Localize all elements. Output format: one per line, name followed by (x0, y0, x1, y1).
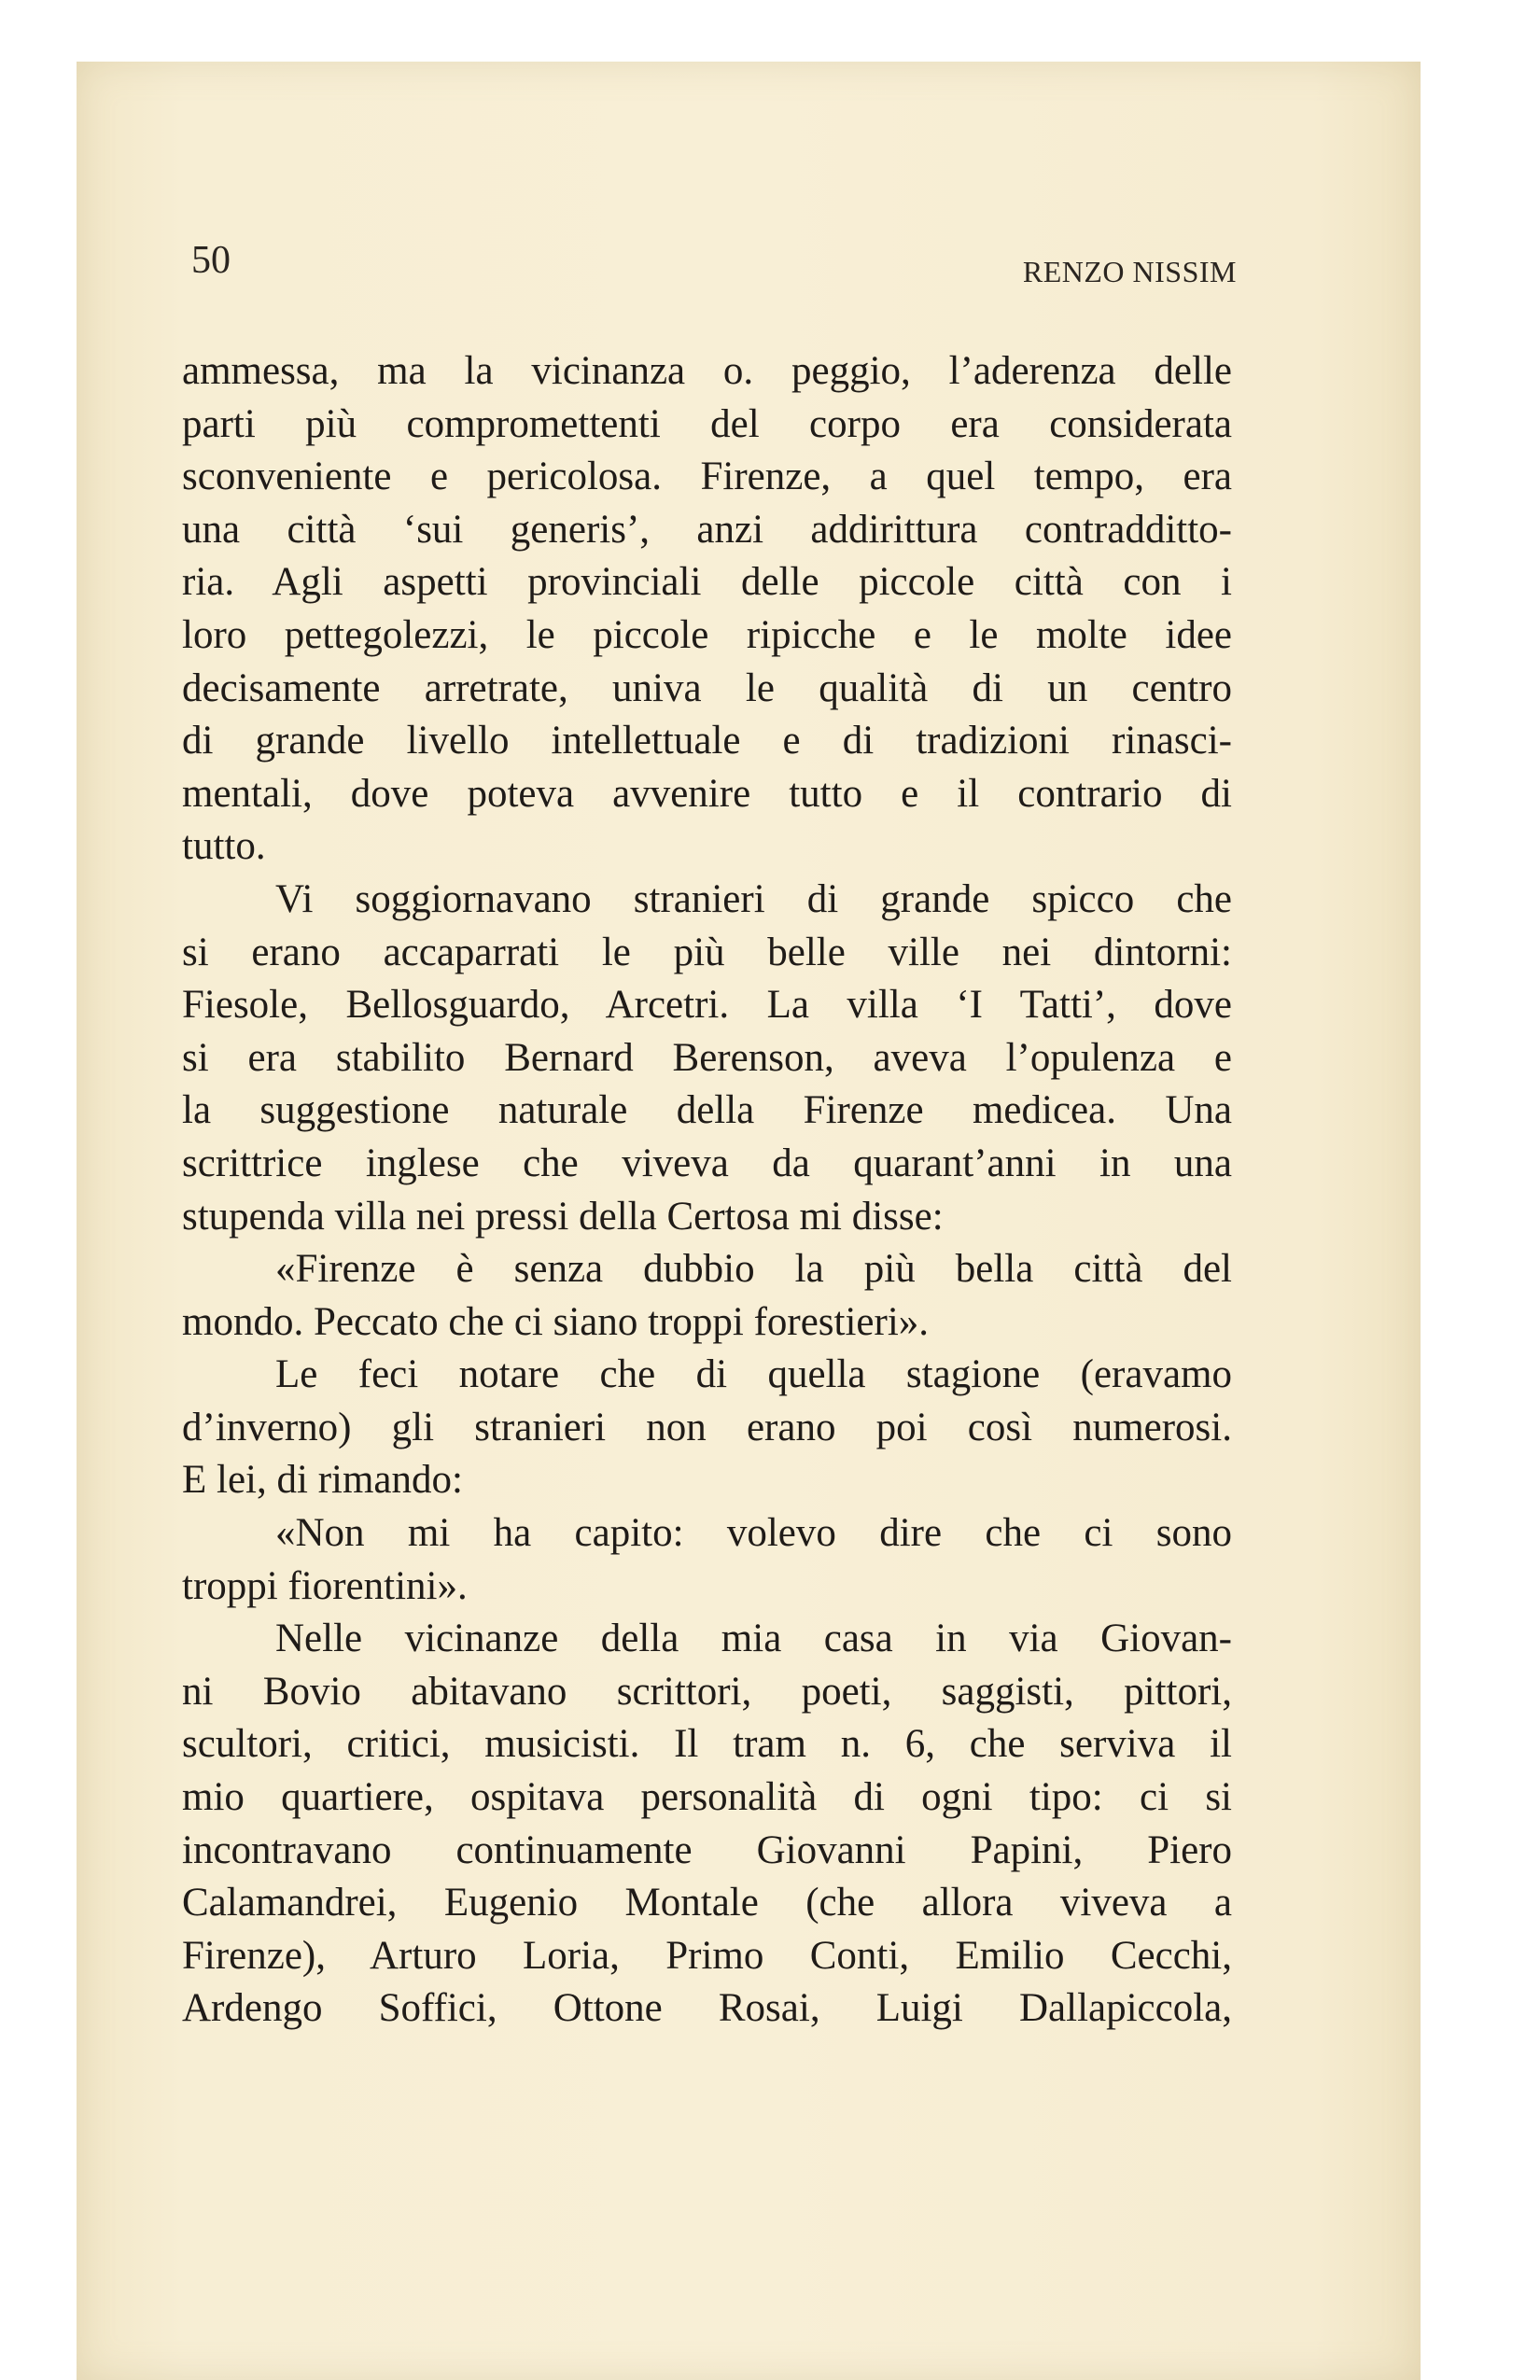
text-line: E lei, di rimando: (182, 1458, 463, 1503)
text-line: scrittrice inglese che viveva da quarant’anni in una (182, 1141, 1232, 1185)
quote-line: mondo. Peccato che ci siano troppi forestieri». (182, 1299, 930, 1344)
text-line: mio quartiere, ospitava personalità di ogni tipo: ci si (182, 1775, 1232, 1820)
paragraph-start-line: Le feci notare che di quella stagione (eravamo (275, 1352, 1232, 1397)
text-line: d’inverno) gli stranieri non erano poi così numerosi. (182, 1405, 1232, 1449)
text-line: loro pettegolezzi, le piccole ripicche e le molte idee (182, 612, 1232, 657)
quote-line: «Non mi ha capito: volevo dire che ci sono (275, 1511, 1232, 1556)
text-line: si erano accaparrati le più belle ville nei dintorni: (182, 930, 1232, 974)
text-line: di grande livello intellettuale e di tradizioni rinasci- (182, 719, 1232, 763)
text-line: Ardengo Soffici, Ottone Rosai, Luigi Dallapiccola, (182, 1986, 1232, 2031)
running-head-author: RENZO NISSIM (1022, 255, 1237, 288)
text-line: Fiesole, Bellosguardo, Arcetri. La villa ‘I Tatti’, dove (182, 983, 1232, 1028)
text-line: incontravano continuamente Giovanni Papini, Piero (182, 1827, 1232, 1872)
text-line: si era stabilito Bernard Berenson, aveva l’opulenza e (182, 1035, 1232, 1080)
text-line: ammessa, ma la vicinanza o. peggio, l’aderenza delle (182, 349, 1232, 393)
paragraph-start-line: Vi soggiornavano stranieri di grande spicco che (275, 876, 1232, 921)
text-line: Calamandrei, Eugenio Montale (che allora viveva a (182, 1881, 1232, 1925)
text-line: la suggestione naturale della Firenze medicea. Una (182, 1088, 1232, 1133)
text-line: una città ‘sui generis’, anzi addirittura contradditto- (182, 507, 1232, 552)
text-line: ria. Agli aspetti provinciali delle piccole città con i (182, 560, 1232, 605)
text-line: Firenze), Arturo Loria, Primo Conti, Emilio Cecchi, (182, 1933, 1232, 1978)
text-line: sconveniente e pericolosa. Firenze, a quel tempo, era (182, 455, 1232, 499)
text-line: parti più compromettenti del corpo era considerata (182, 401, 1232, 446)
text-line: scultori, critici, musicisti. Il tram n. 6, che serviva il (182, 1722, 1232, 1767)
text-line: decisamente arretrate, univa le qualità di un centro (182, 665, 1232, 710)
text-line: ni Bovio abitavano scrittori, poeti, saggisti, pittori, (182, 1669, 1232, 1714)
paragraph-start-line: Nelle vicinanze della mia casa in via Giovan- (275, 1617, 1232, 1661)
page-header (191, 238, 1237, 294)
text-line: stupenda villa nei pressi della Certosa mi disse: (182, 1194, 944, 1239)
page-number: 50 (191, 239, 231, 282)
body-text (182, 345, 1232, 2036)
quote-line: «Firenze è senza dubbio la più bella città del (275, 1247, 1232, 1292)
text-line: mentali, dove poteva avvenire tutto e il contrario di (182, 771, 1232, 816)
text-line: tutto. (182, 824, 266, 869)
quote-line: troppi fiorentini». (182, 1563, 468, 1608)
